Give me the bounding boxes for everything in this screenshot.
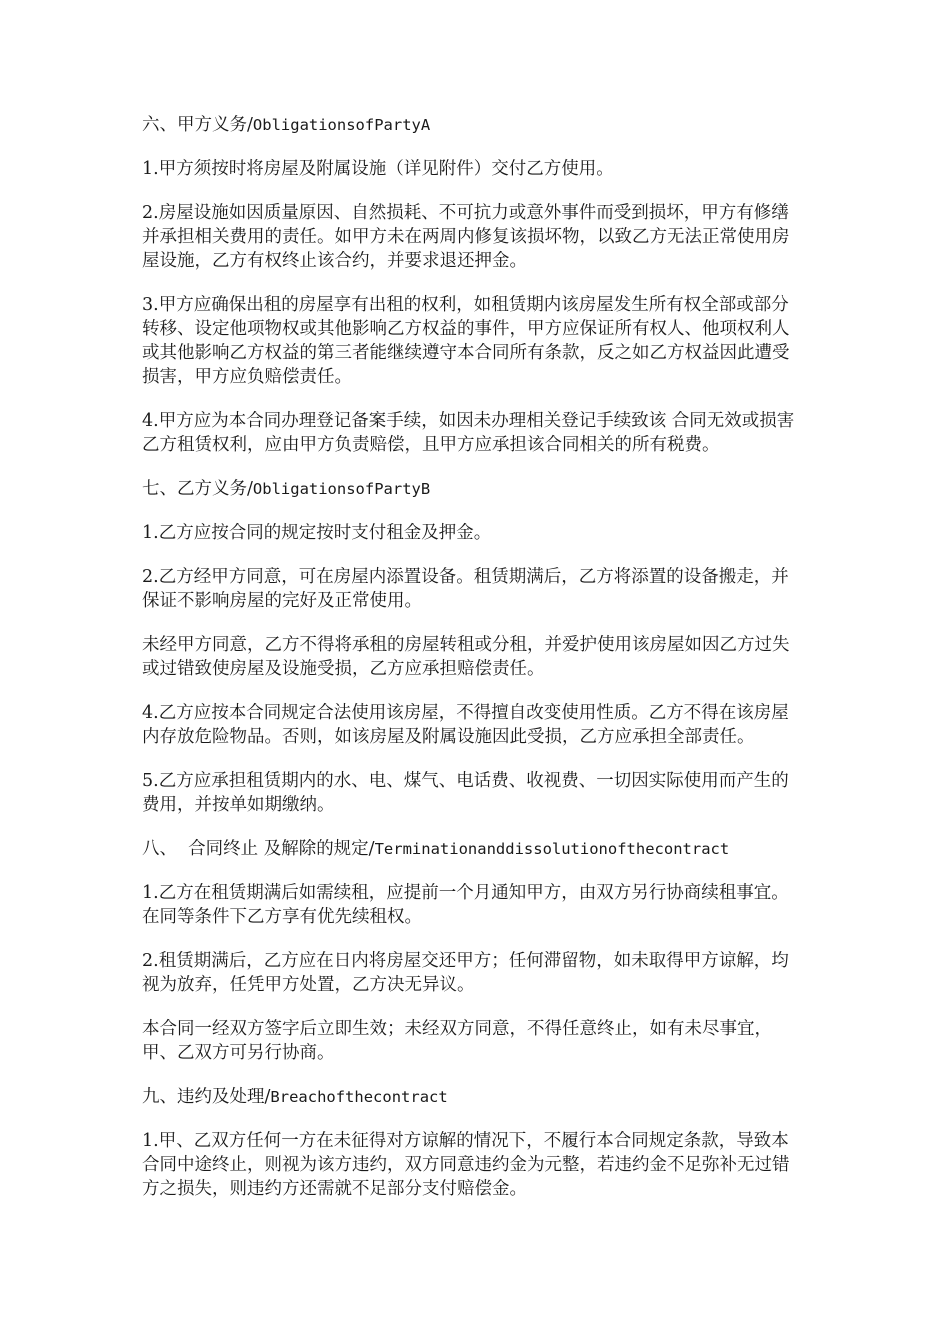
section-7-clause-2: 2.乙方经甲方同意，可在房屋内添置设备。租赁期满后，乙方将添置的设备搬走，并保证不影响房屋的完好及正常使用。 xyxy=(142,567,789,611)
section-9-heading-cn: 九、违约及处理/ xyxy=(142,1087,271,1107)
section-7-heading xyxy=(142,477,802,501)
section-6-heading xyxy=(142,113,802,137)
section-6-clause-2: 2.房屋设施如因质量原因、自然损耗、不可抗力或意外事件而受到损坏，甲方有修缮并承担相关费用的责任。如甲方未在两周内修复该损坏物，以致乙方无法正常使用房屋设施，乙方有权终止该合约，并要求退还押金。 xyxy=(142,203,790,271)
section-8-clause-1: 1.乙方在租赁期满后如需续租，应提前一个月通知甲方，由双方另行协商续租事宜。在同等条件下乙方享有优先续租权。 xyxy=(142,883,789,927)
section-7-clause-4: 4.乙方应按本合同规定合法使用该房屋，不得擅自改变使用性质。乙方不得在该房屋内存放危险物品。否则，如该房屋及附属设施因此受损，乙方应承担全部责任。 xyxy=(142,703,789,747)
section-9-clause-1: 1.甲、乙双方任何一方在未征得对方谅解的情况下，不履行本合同规定条款，导致本合同中途终止，则视为该方违约，双方同意违约金为元整，若违约金不足弥补无过错方之损失，则违约方还需就不足部分支付赔偿金。 xyxy=(142,1131,790,1199)
section-6-clause-4: 4.甲方应为本合同办理登记备案手续，如因未办理相关登记手续致该 合同无效或损害乙方租赁权利，应由甲方负责赔偿，且甲方应承担该合同相关的所有税费。 xyxy=(142,411,795,455)
section-8-heading xyxy=(142,837,802,861)
section-7-clause-1: 1.乙方应按合同的规定按时支付租金及押金。 xyxy=(142,523,492,543)
section-7-clause-5: 5.乙方应承担租赁期内的水、电、煤气、电话费、收视费、一切因实际使用而产生的费用，并按单如期缴纳。 xyxy=(142,771,789,815)
section-8-clause-2: 2.租赁期满后，乙方应在日内将房屋交还甲方；任何滞留物，如未取得甲方谅解，均视为放弃，任凭甲方处置，乙方决无异议。 xyxy=(142,951,789,995)
section-7-heading-en: ObligationsofPartyB xyxy=(252,480,431,498)
section-8-heading-cn: 八、 合同终止 及解除的规定/ xyxy=(142,839,375,859)
section-6-heading-en: ObligationsofPartyA xyxy=(252,116,431,134)
section-6-clause-1: 1.甲方须按时将房屋及附属设施（详见附件）交付乙方使用。 xyxy=(142,159,614,179)
section-8-clause-3: 本合同一经双方签字后立即生效；未经双方同意，不得任意终止，如有未尽事宜，甲、乙双方可另行协商。 xyxy=(142,1019,772,1063)
section-7-heading-cn: 七、乙方义务/ xyxy=(142,479,253,499)
section-9-heading-en: Breachofthecontract xyxy=(270,1088,448,1106)
section-8-heading-en: Terminationanddissolutionofthecontract xyxy=(374,840,730,858)
section-6-clause-3: 3.甲方应确保出租的房屋享有出租的权利，如租赁期内该房屋发生所有权全部或部分转移、设定他项物权或其他影响乙方权益的事件，甲方应保证所有权人、他项权利人或其他影响乙方权益的第三者能继续遵守本合同所有条款，反之如乙方权益因此遭受损害，甲方应负赔偿责任。 xyxy=(142,295,790,387)
section-6-heading-cn: 六、甲方义务/ xyxy=(142,115,253,135)
document-body xyxy=(142,113,802,1221)
section-9-heading xyxy=(142,1085,802,1109)
section-7-clause-3: 未经甲方同意，乙方不得将承租的房屋转租或分租，并爱护使用该房屋如因乙方过失或过错致使房屋及设施受损，乙方应承担赔偿责任。 xyxy=(142,635,790,679)
